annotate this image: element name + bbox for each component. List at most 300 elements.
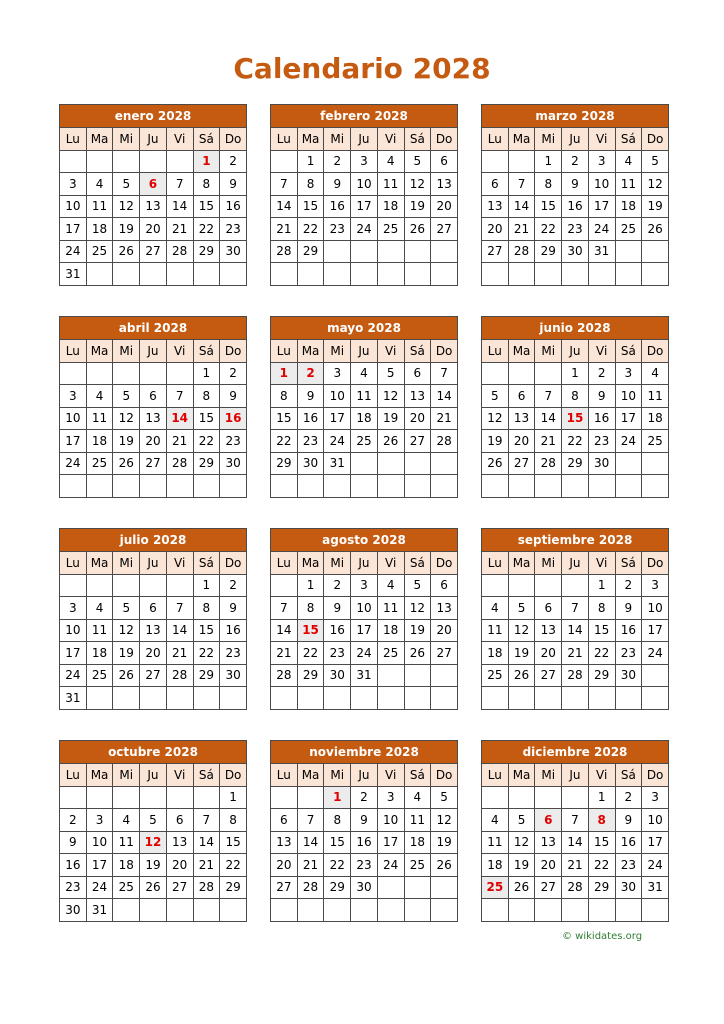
day-cell: 13 — [140, 619, 167, 642]
day-cell: 7 — [166, 385, 193, 408]
day-cell: 31 — [324, 452, 351, 475]
day-cell: 26 — [377, 430, 404, 453]
week-row — [271, 195, 458, 218]
day-cell: 7 — [562, 597, 589, 620]
day-cell: 22 — [193, 430, 220, 453]
day-cell: 20 — [166, 854, 193, 877]
day-cell: 24 — [642, 642, 669, 665]
week-row — [482, 876, 669, 899]
empty-cell — [588, 687, 615, 710]
day-cell: 22 — [562, 430, 589, 453]
day-cell: 17 — [324, 407, 351, 430]
weekday-label: Ma — [508, 128, 535, 151]
day-cell: 11 — [404, 809, 431, 832]
weekday-label: Lu — [271, 128, 298, 151]
day-cell: 30 — [60, 899, 87, 922]
day-cell: 30 — [615, 876, 642, 899]
weekday-label: Do — [642, 552, 669, 575]
holiday-cell: 1 — [193, 150, 220, 173]
day-cell: 25 — [86, 452, 113, 475]
day-cell: 1 — [297, 150, 324, 173]
empty-cell — [86, 786, 113, 809]
day-cell: 9 — [615, 597, 642, 620]
empty-cell — [271, 899, 298, 922]
holiday-cell: 14 — [166, 407, 193, 430]
empty-cell — [140, 475, 167, 498]
day-cell: 12 — [508, 619, 535, 642]
day-cell: 18 — [615, 195, 642, 218]
day-cell: 1 — [220, 786, 247, 809]
day-cell: 10 — [377, 809, 404, 832]
weekday-label: Do — [431, 552, 458, 575]
empty-cell — [113, 263, 140, 286]
day-cell: 8 — [297, 597, 324, 620]
day-cell: 18 — [86, 218, 113, 241]
empty-cell — [642, 475, 669, 498]
day-cell: 11 — [377, 597, 404, 620]
week-row — [482, 899, 669, 922]
day-cell: 1 — [535, 150, 562, 173]
day-cell: 22 — [324, 854, 351, 877]
day-cell: 13 — [271, 831, 298, 854]
holiday-cell: 25 — [482, 876, 509, 899]
week-row — [60, 218, 247, 241]
day-cell: 12 — [377, 385, 404, 408]
holiday-cell: 6 — [535, 809, 562, 832]
day-cell: 17 — [615, 407, 642, 430]
holiday-cell: 15 — [562, 407, 589, 430]
weekday-header-row — [482, 128, 669, 151]
weekday-label: Ma — [86, 340, 113, 363]
weekday-label: Lu — [60, 340, 87, 363]
day-cell: 13 — [508, 407, 535, 430]
day-cell: 24 — [351, 218, 378, 241]
empty-cell — [60, 475, 87, 498]
day-cell: 31 — [60, 687, 87, 710]
day-cell: 12 — [113, 619, 140, 642]
day-cell: 13 — [482, 195, 509, 218]
week-row — [482, 385, 669, 408]
week-row — [60, 574, 247, 597]
weekday-label: Vi — [588, 552, 615, 575]
week-row — [60, 452, 247, 475]
day-cell: 20 — [431, 195, 458, 218]
day-cell: 16 — [324, 195, 351, 218]
day-cell: 15 — [324, 831, 351, 854]
empty-cell — [431, 876, 458, 899]
day-cell: 2 — [324, 574, 351, 597]
weekday-label: Ju — [562, 128, 589, 151]
day-cell: 17 — [60, 218, 87, 241]
empty-cell — [140, 574, 167, 597]
empty-cell — [377, 452, 404, 475]
day-cell: 17 — [86, 854, 113, 877]
empty-cell — [642, 452, 669, 475]
day-cell: 16 — [615, 619, 642, 642]
day-cell: 29 — [588, 876, 615, 899]
empty-cell — [377, 240, 404, 263]
empty-cell — [431, 687, 458, 710]
weekday-label: Ma — [508, 764, 535, 787]
day-cell: 17 — [642, 831, 669, 854]
empty-cell — [60, 574, 87, 597]
day-cell: 18 — [482, 854, 509, 877]
day-cell: 22 — [271, 430, 298, 453]
day-cell: 28 — [535, 452, 562, 475]
weekday-label: Sá — [193, 552, 220, 575]
empty-cell — [60, 150, 87, 173]
empty-cell — [166, 362, 193, 385]
empty-cell — [615, 899, 642, 922]
day-cell: 27 — [140, 240, 167, 263]
month-title: enero 2028 — [59, 104, 247, 128]
empty-cell — [431, 452, 458, 475]
weekday-label: Vi — [377, 552, 404, 575]
weekday-header-row — [482, 340, 669, 363]
day-cell: 11 — [482, 831, 509, 854]
day-cell: 10 — [615, 385, 642, 408]
day-cell: 19 — [140, 854, 167, 877]
day-cell: 6 — [140, 385, 167, 408]
empty-cell — [431, 475, 458, 498]
empty-cell — [615, 687, 642, 710]
day-cell: 10 — [86, 831, 113, 854]
empty-cell — [166, 899, 193, 922]
day-cell: 14 — [508, 195, 535, 218]
weekday-label: Ma — [297, 552, 324, 575]
empty-cell — [113, 574, 140, 597]
empty-cell — [193, 899, 220, 922]
day-cell: 19 — [113, 430, 140, 453]
weekday-label: Mi — [535, 340, 562, 363]
day-cell: 28 — [166, 240, 193, 263]
day-cell: 27 — [166, 876, 193, 899]
week-row — [60, 876, 247, 899]
month-title: febrero 2028 — [270, 104, 458, 128]
day-cell: 26 — [140, 876, 167, 899]
day-cell: 11 — [351, 385, 378, 408]
day-cell: 5 — [404, 150, 431, 173]
day-cell: 17 — [60, 430, 87, 453]
day-cell: 23 — [351, 854, 378, 877]
day-cell: 29 — [297, 240, 324, 263]
day-cell: 26 — [404, 218, 431, 241]
empty-cell — [508, 475, 535, 498]
empty-cell — [535, 574, 562, 597]
day-cell: 1 — [588, 574, 615, 597]
empty-cell — [508, 362, 535, 385]
day-cell: 2 — [60, 809, 87, 832]
day-cell: 3 — [642, 574, 669, 597]
empty-cell — [113, 687, 140, 710]
month-table — [481, 127, 669, 286]
holiday-cell: 8 — [588, 809, 615, 832]
day-cell: 23 — [324, 642, 351, 665]
week-row — [60, 150, 247, 173]
week-row — [60, 385, 247, 408]
day-cell: 14 — [431, 385, 458, 408]
day-cell: 6 — [140, 597, 167, 620]
day-cell: 2 — [615, 786, 642, 809]
month-table — [270, 551, 458, 710]
empty-cell — [86, 362, 113, 385]
empty-cell — [562, 574, 589, 597]
day-cell: 18 — [377, 619, 404, 642]
day-cell: 25 — [615, 218, 642, 241]
week-row — [60, 597, 247, 620]
day-cell: 30 — [220, 240, 247, 263]
day-cell: 14 — [271, 619, 298, 642]
week-row — [271, 664, 458, 687]
empty-cell — [562, 899, 589, 922]
day-cell: 9 — [324, 173, 351, 196]
weekday-label: Ju — [351, 552, 378, 575]
day-cell: 7 — [193, 809, 220, 832]
day-cell: 21 — [508, 218, 535, 241]
day-cell: 15 — [271, 407, 298, 430]
day-cell: 14 — [535, 407, 562, 430]
week-row — [60, 173, 247, 196]
weekday-label: Lu — [271, 552, 298, 575]
empty-cell — [642, 240, 669, 263]
day-cell: 5 — [508, 597, 535, 620]
day-cell: 6 — [482, 173, 509, 196]
day-cell: 27 — [404, 430, 431, 453]
day-cell: 27 — [535, 876, 562, 899]
day-cell: 25 — [351, 430, 378, 453]
day-cell: 19 — [431, 831, 458, 854]
weekday-label: Mi — [324, 552, 351, 575]
empty-cell — [482, 362, 509, 385]
empty-cell — [140, 150, 167, 173]
day-cell: 17 — [588, 195, 615, 218]
weekday-label: Ju — [562, 340, 589, 363]
day-cell: 11 — [86, 619, 113, 642]
day-cell: 12 — [113, 407, 140, 430]
day-cell: 26 — [642, 218, 669, 241]
empty-cell — [562, 263, 589, 286]
week-row — [482, 475, 669, 498]
weekday-label: Ju — [351, 764, 378, 787]
day-cell: 17 — [351, 619, 378, 642]
empty-cell — [431, 240, 458, 263]
weekday-label: Sá — [615, 128, 642, 151]
day-cell: 13 — [140, 407, 167, 430]
weekday-label: Ma — [86, 764, 113, 787]
day-cell: 27 — [431, 642, 458, 665]
day-cell: 24 — [588, 218, 615, 241]
month-block — [481, 528, 669, 710]
week-row — [271, 475, 458, 498]
day-cell: 17 — [642, 619, 669, 642]
month-title: noviembre 2028 — [270, 740, 458, 764]
day-cell: 28 — [562, 876, 589, 899]
week-row — [271, 430, 458, 453]
day-cell: 13 — [140, 195, 167, 218]
day-cell: 31 — [642, 876, 669, 899]
week-row — [482, 574, 669, 597]
day-cell: 29 — [297, 664, 324, 687]
day-cell: 14 — [193, 831, 220, 854]
day-cell: 20 — [431, 619, 458, 642]
empty-cell — [351, 899, 378, 922]
weekday-label: Lu — [482, 340, 509, 363]
day-cell: 24 — [351, 642, 378, 665]
empty-cell — [377, 687, 404, 710]
holiday-cell: 1 — [271, 362, 298, 385]
weekday-label: Vi — [166, 340, 193, 363]
weekday-label: Mi — [535, 128, 562, 151]
day-cell: 16 — [562, 195, 589, 218]
empty-cell — [508, 786, 535, 809]
weekday-label: Ma — [297, 128, 324, 151]
week-row — [482, 664, 669, 687]
day-cell: 4 — [113, 809, 140, 832]
day-cell: 3 — [615, 362, 642, 385]
day-cell: 8 — [562, 385, 589, 408]
day-cell: 21 — [562, 854, 589, 877]
day-cell: 21 — [535, 430, 562, 453]
day-cell: 13 — [166, 831, 193, 854]
day-cell: 25 — [86, 240, 113, 263]
weekday-label: Lu — [482, 128, 509, 151]
day-cell: 16 — [220, 619, 247, 642]
day-cell: 3 — [377, 786, 404, 809]
week-row — [271, 173, 458, 196]
day-cell: 4 — [377, 150, 404, 173]
day-cell: 26 — [482, 452, 509, 475]
weekday-label: Ju — [140, 128, 167, 151]
day-cell: 25 — [404, 854, 431, 877]
weekday-header-row — [60, 764, 247, 787]
month-block — [59, 316, 247, 498]
empty-cell — [377, 664, 404, 687]
day-cell: 27 — [508, 452, 535, 475]
weekday-label: Vi — [588, 128, 615, 151]
day-cell: 4 — [642, 362, 669, 385]
day-cell: 19 — [113, 218, 140, 241]
week-row — [482, 430, 669, 453]
month-table — [270, 763, 458, 922]
weekday-label: Sá — [404, 552, 431, 575]
month-table — [481, 551, 669, 710]
weekday-label: Vi — [166, 128, 193, 151]
day-cell: 3 — [60, 597, 87, 620]
weekday-label: Sá — [615, 340, 642, 363]
day-cell: 21 — [271, 642, 298, 665]
empty-cell — [535, 786, 562, 809]
day-cell: 2 — [351, 786, 378, 809]
day-cell: 11 — [113, 831, 140, 854]
month-block — [59, 104, 247, 286]
day-cell: 6 — [431, 150, 458, 173]
day-cell: 7 — [431, 362, 458, 385]
weekday-label: Ju — [140, 764, 167, 787]
weekday-label: Vi — [377, 128, 404, 151]
day-cell: 8 — [324, 809, 351, 832]
weekday-label: Ma — [508, 340, 535, 363]
day-cell: 18 — [86, 642, 113, 665]
month-block — [270, 104, 458, 286]
week-row — [482, 362, 669, 385]
week-row — [271, 619, 458, 642]
empty-cell — [642, 263, 669, 286]
month-title: abril 2028 — [59, 316, 247, 340]
weekday-label: Vi — [377, 764, 404, 787]
month-title: marzo 2028 — [481, 104, 669, 128]
empty-cell — [297, 786, 324, 809]
empty-cell — [535, 263, 562, 286]
day-cell: 8 — [271, 385, 298, 408]
empty-cell — [166, 263, 193, 286]
weekday-label: Do — [431, 764, 458, 787]
month-table — [59, 763, 247, 922]
empty-cell — [220, 263, 247, 286]
empty-cell — [351, 452, 378, 475]
day-cell: 29 — [193, 452, 220, 475]
day-cell: 24 — [615, 430, 642, 453]
day-cell: 9 — [324, 597, 351, 620]
weekday-label: Do — [642, 340, 669, 363]
day-cell: 3 — [588, 150, 615, 173]
day-cell: 7 — [508, 173, 535, 196]
empty-cell — [431, 664, 458, 687]
day-cell: 7 — [271, 597, 298, 620]
empty-cell — [297, 899, 324, 922]
month-block — [270, 740, 458, 922]
day-cell: 23 — [297, 430, 324, 453]
day-cell: 6 — [271, 809, 298, 832]
month-table — [270, 339, 458, 498]
day-cell: 10 — [351, 597, 378, 620]
empty-cell — [535, 475, 562, 498]
month-block — [481, 104, 669, 286]
day-cell: 9 — [351, 809, 378, 832]
empty-cell — [351, 263, 378, 286]
weekday-header-row — [60, 340, 247, 363]
day-cell: 18 — [113, 854, 140, 877]
day-cell: 7 — [297, 809, 324, 832]
weekday-label: Ma — [86, 128, 113, 151]
empty-cell — [642, 687, 669, 710]
day-cell: 11 — [642, 385, 669, 408]
empty-cell — [404, 687, 431, 710]
empty-cell — [508, 687, 535, 710]
day-cell: 23 — [220, 430, 247, 453]
week-row — [482, 809, 669, 832]
day-cell: 23 — [324, 218, 351, 241]
day-cell: 11 — [482, 619, 509, 642]
day-cell: 28 — [431, 430, 458, 453]
day-cell: 19 — [113, 642, 140, 665]
weekday-label: Lu — [482, 552, 509, 575]
month-title: octubre 2028 — [59, 740, 247, 764]
day-cell: 25 — [86, 664, 113, 687]
week-row — [482, 263, 669, 286]
day-cell: 19 — [642, 195, 669, 218]
day-cell: 30 — [324, 664, 351, 687]
week-row — [482, 786, 669, 809]
week-row — [60, 475, 247, 498]
day-cell: 3 — [351, 574, 378, 597]
weekday-header-row — [482, 764, 669, 787]
day-cell: 16 — [60, 854, 87, 877]
day-cell: 26 — [113, 664, 140, 687]
day-cell: 24 — [60, 452, 87, 475]
day-cell: 3 — [60, 173, 87, 196]
weekday-label: Mi — [324, 764, 351, 787]
day-cell: 11 — [377, 173, 404, 196]
